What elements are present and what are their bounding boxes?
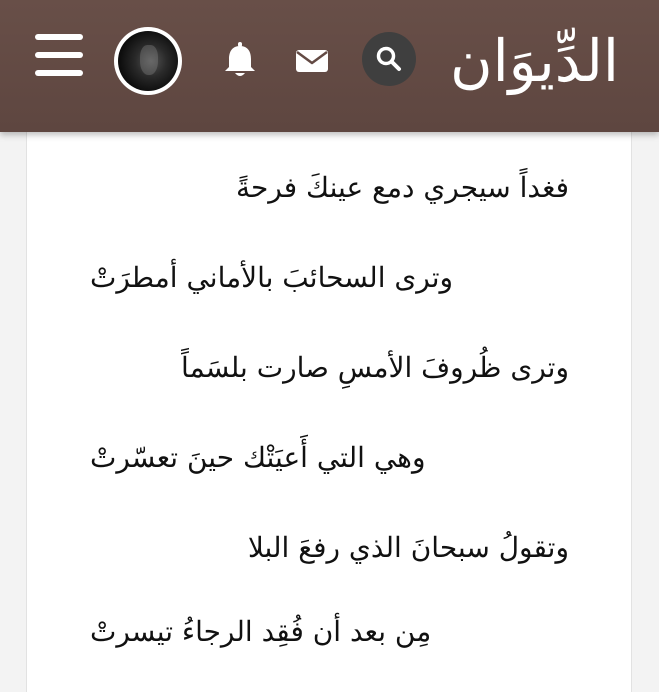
poem-card (26, 132, 632, 692)
avatar-image (118, 31, 178, 91)
poem-verse: فغداً سيجري دمع عينكَ فرحةً (235, 171, 569, 204)
search-button[interactable] (362, 32, 416, 86)
poem-verse: وترى السحائبَ بالأماني أمطرَتْ (90, 261, 454, 294)
poem-verse: وتقولُ سبحانَ الذي رفعَ البلا (247, 531, 569, 564)
menu-line (35, 70, 83, 76)
poem-verse: وترى ظُروفَ الأمسِ صارت بلسَماً (181, 351, 569, 384)
menu-line (35, 52, 83, 58)
bell-icon[interactable] (222, 40, 258, 80)
envelope-icon[interactable] (294, 45, 330, 75)
site-logo[interactable]: الدِّيوَان (449, 27, 620, 95)
magnifier-icon (375, 45, 403, 73)
top-navigation-bar (0, 0, 659, 132)
menu-line (35, 34, 83, 40)
hamburger-menu-icon[interactable] (35, 34, 85, 78)
poem-verse: وهي التي أَعيَتْك حينَ تعسّرتْ (90, 441, 426, 474)
user-avatar[interactable] (114, 27, 182, 95)
poem-verse: مِن بعد أن فُقِد الرجاءُ تيسرتْ (90, 615, 432, 648)
